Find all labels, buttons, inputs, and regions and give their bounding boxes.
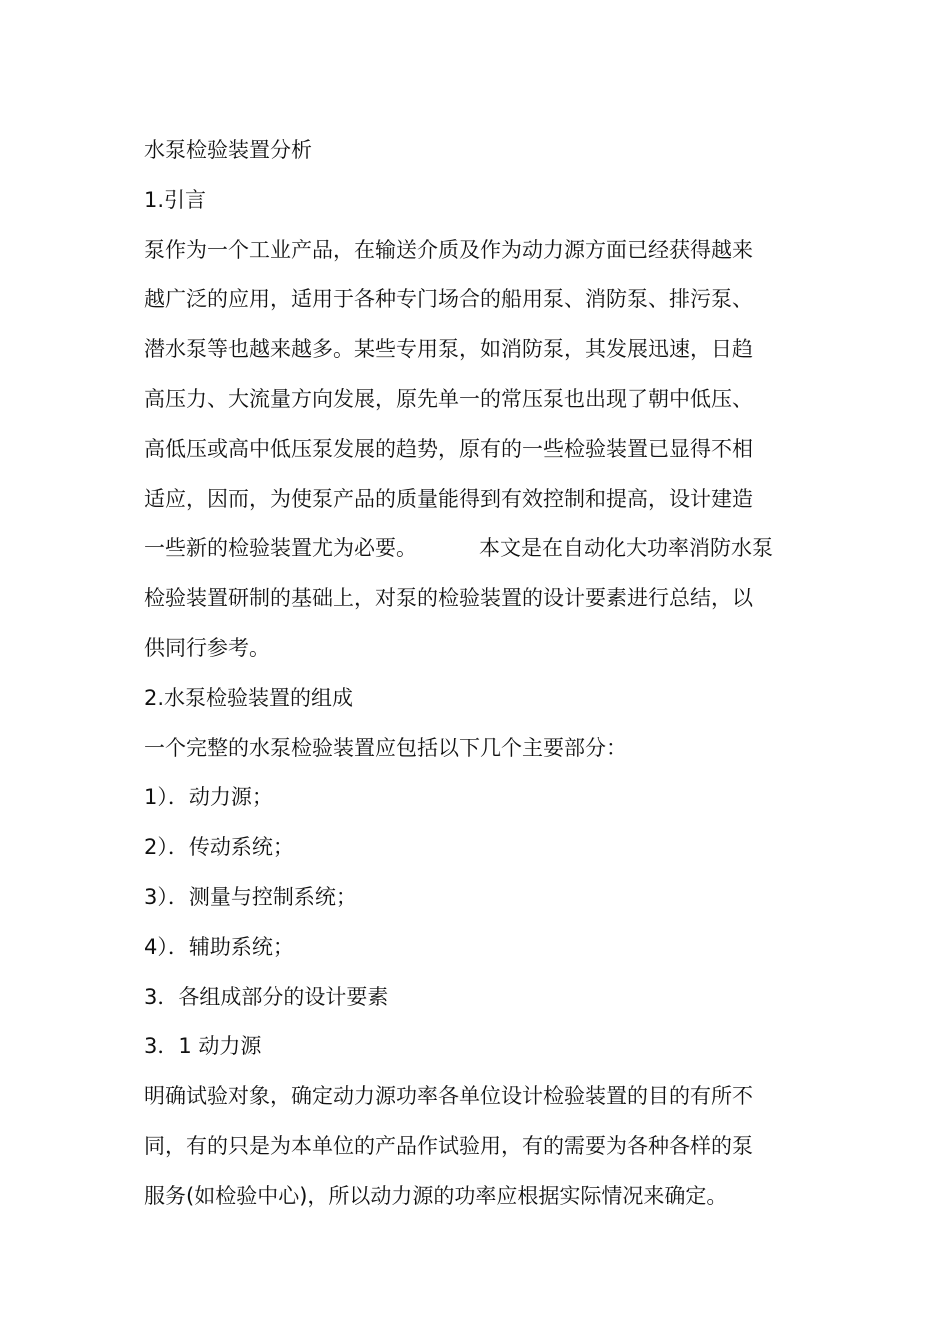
list-item: 4）．辅助系统； [144, 934, 294, 959]
document-title: 水泵检验装置分析 [144, 138, 312, 162]
paragraph-line: 高压力、大流量方向发展，原先单一的常压泵也出现了朝中低压、 [144, 386, 753, 411]
paragraph-line [144, 524, 812, 574]
paragraph-text: 本文是在自动化大功率消防水泵 [479, 536, 773, 561]
paragraph-line: 越广泛的应用，适用于各种专门场合的船用泵、消防泵、排污泵、 [144, 287, 753, 312]
section-heading-design-elements: 3．各组成部分的设计要素 [144, 984, 389, 1009]
paragraph-line: 服务(如检验中心)，所以动力源的功率应根据实际情况来确定。 [144, 1183, 728, 1208]
paragraph-line: 明确试验对象，确定动力源功率各单位设计检验装置的目的有所不 [144, 1084, 753, 1109]
paragraph-line: 同，有的只是为本单位的产品作试验用，有的需要为各种各样的泵 [144, 1133, 753, 1158]
section-heading-introduction: 1.引言 [144, 187, 207, 212]
paragraph-line: 潜水泵等也越来越多。某些专用泵，如消防泵，其发展迅速，日趋 [144, 337, 753, 362]
paragraph-line: 供同行参考。 [144, 635, 270, 660]
paragraph-line: 高低压或高中低压泵发展的趋势，原有的一些检验装置已显得不相 [144, 436, 753, 461]
list-item: 2）．传动系统； [144, 835, 294, 860]
document-page [144, 126, 812, 1222]
paragraph-line: 一个完整的水泵检验装置应包括以下几个主要部分： [144, 735, 627, 760]
paragraph-text: 一些新的检验装置尤为必要。 [144, 536, 417, 561]
list-item: 1）．动力源； [144, 785, 273, 810]
paragraph-line: 泵作为一个工业产品，在输送介质及作为动力源方面已经获得越来 [144, 237, 753, 262]
subsection-heading-power-source: 3．1 动力源 [144, 1034, 262, 1059]
paragraph-line: 检验装置研制的基础上，对泵的检验装置的设计要素进行总结，以 [144, 586, 753, 611]
paragraph-line: 适应，因而，为使泵产品的质量能得到有效控制和提高，设计建造 [144, 486, 753, 511]
list-item: 3）．测量与控制系统； [144, 884, 357, 909]
section-heading-composition: 2.水泵检验装置的组成 [144, 685, 354, 710]
